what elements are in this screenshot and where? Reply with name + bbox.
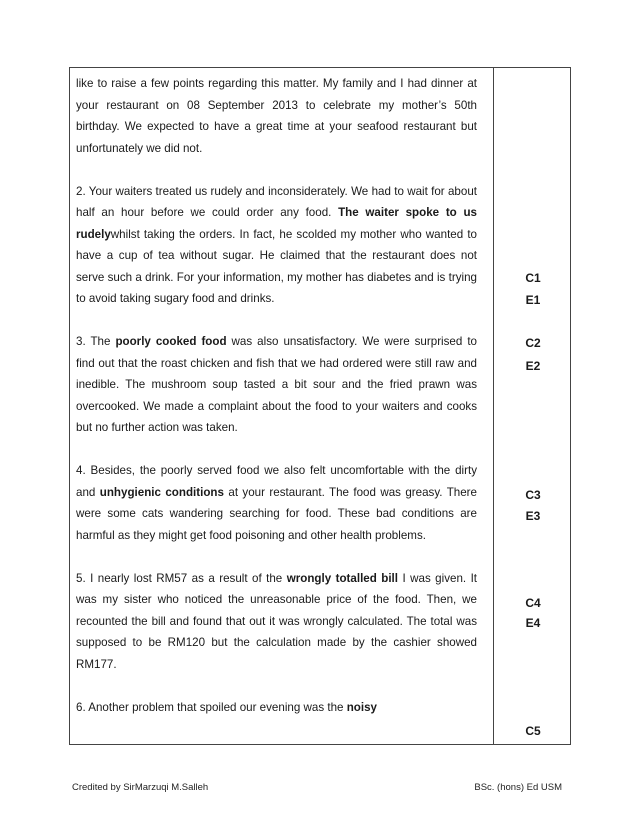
paragraph-text: like to raise a few points regarding this matter. My family and I had dinner at your restaurant on 08 September 2013 to celebrate my mother’s 50th birthday. We expected to have a great time at your seafood restaurant but unfortunately we did not. (76, 77, 477, 155)
letter-paragraph (76, 460, 477, 546)
highlighted-phrase: wrongly totalled bill (286, 571, 399, 585)
footer-credit: Credited by SirMarzuqi M.Salleh (72, 782, 209, 793)
footer-qualification: BSc. (hons) Ed USM (474, 782, 562, 793)
code-label: C3 (525, 488, 541, 502)
paragraph-text: whilst taking the orders. In fact, he scolded my mother who wanted to have a cup of tea without sugar. He claimed that the restaurant does not serve such a drink. For your information, my mother has diabetes and is trying to avoid taking sugary food and drinks. (76, 227, 477, 305)
highlighted-phrase: poorly cooked food (115, 335, 227, 348)
paragraph-text: 5. I nearly lost RM57 as a result of the (76, 571, 287, 585)
code-label: E3 (525, 509, 541, 523)
highlighted-phrase: The waiter spoke to us rudely (76, 206, 477, 241)
code-label: E4 (525, 616, 541, 630)
code-label: C4 (525, 596, 541, 610)
paragraph-text: I was given. It was my sister who noticed the unreasonable price of the food. Then, we recounted the bill and found that out it was wrongly calculated. The total was supposed to be RM120 but the calculation made by the cashier showed RM177. (76, 571, 478, 671)
letter-paragraph (76, 331, 477, 439)
code-label: E2 (525, 359, 541, 373)
letter-paragraph (76, 181, 477, 310)
code-label: C2 (525, 336, 541, 350)
marking-code-column (494, 68, 572, 744)
paragraph-text: 3. The (76, 335, 116, 348)
letter-paragraph (76, 73, 477, 159)
paragraph-text: 6. Another problem that spoiled our evening was the (76, 700, 347, 714)
paragraph-text: was also unsatisfactory. We were surprised to find out that the roast chicken and fish that we had ordered were still raw and inedible. The mushroom soup tasted a bit sour and the fried prawn was overcooked. We made a complaint about the food to your waiters and cooks but no further action was taken. (76, 335, 477, 434)
paragraph-text: 2. Your waiters treated us rudely and inconsiderately. We had to wait for about half an hour before we could order any food. (76, 184, 477, 219)
letter-table (69, 67, 571, 745)
letter-paragraph (76, 568, 477, 676)
paragraph-text: 4. Besides, the poorly served food we also felt uncomfortable with the dirty and (76, 464, 477, 499)
code-label: E1 (525, 293, 541, 307)
letter-paragraph (76, 697, 477, 719)
paragraph-text: at your restaurant. The food was greasy. There were some cats wandering searching for food. These bad conditions are harmful as they might get food poisoning and other health problems. (76, 485, 477, 542)
code-label: C5 (525, 724, 541, 738)
code-label: C1 (525, 271, 541, 285)
highlighted-phrase: unhygienic conditions (99, 485, 224, 499)
highlighted-phrase: noisy (346, 700, 377, 714)
letter-body-column (76, 73, 477, 740)
